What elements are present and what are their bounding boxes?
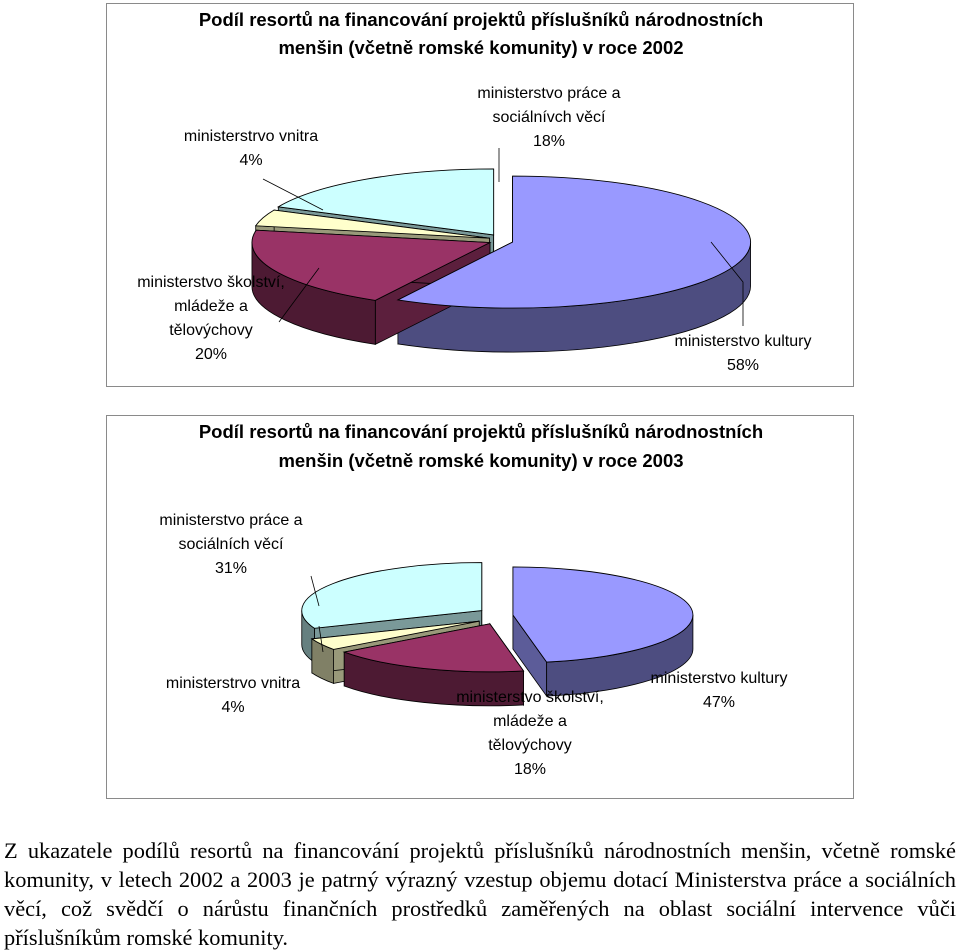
chart-title-line: menšin (včetně romské komunity) v roce 2003 — [278, 450, 684, 471]
slice-label: ministerstvo kultury 58% — [674, 333, 812, 374]
chart-title-line: Podíl resortů na financování projektů příslušníků národnostních — [198, 421, 764, 442]
chart-title — [199, 9, 763, 58]
slice-label: ministerstvo školství, mládeže a tělovýchovy 20% — [137, 274, 285, 363]
pie-chart-2003-svg — [107, 416, 855, 800]
slice-label: ministerstrvo vnitra 4% — [165, 675, 301, 716]
pie-chart-2002-svg — [107, 4, 855, 388]
slice-label: ministerstvo práce a sociálních věcí 31% — [159, 512, 303, 577]
chart-title-line: menšin (včetně romské komunity) v roce 2002 — [278, 37, 684, 58]
pie-chart-2003 — [106, 415, 854, 799]
slice-label: ministerstrvo vnitra 4% — [183, 128, 319, 169]
chart-title-line: Podíl resortů na financování projektů příslušníků národnostních — [198, 9, 764, 30]
slice-label: ministerstvo kultury 47% — [650, 670, 788, 711]
summary-paragraph: Z ukazatele podílů resortů na financování projektů příslušníků národnostních menšin, včetně romské komunity, v letech 2002 a 2003 je patrný výrazný vzestup objemu dotací Ministerstva práce a sociálních věcí, což svědčí o nárůstu finančních prostředků zaměřených na oblast sociální intervence vůči příslušníkům romské komunity. — [4, 838, 956, 950]
slice-label: ministerstvo školství, mládeže a tělovýchovy 18% — [456, 689, 604, 778]
chart-title — [199, 421, 763, 471]
pie-chart-2002 — [106, 3, 854, 387]
slice-label: ministerstvo práce a sociálnívch věcí 18% — [477, 85, 621, 150]
